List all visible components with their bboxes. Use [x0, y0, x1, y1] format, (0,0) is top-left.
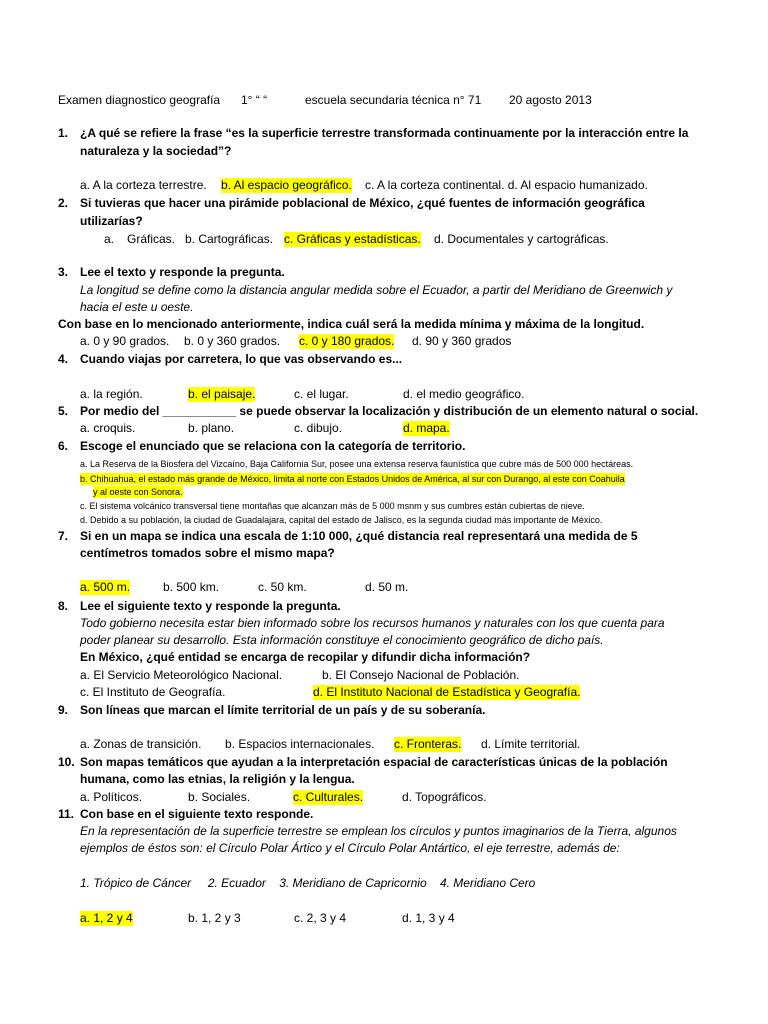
question-prompt: Con base en lo mencionado anteriormente, indica cuál será la medida mínima y máxima de la longitud. [58, 317, 645, 331]
option-a: a. A la corteza terrestre. [80, 178, 207, 192]
option-b: b. Sociales. [188, 790, 251, 804]
option-b-answer: b. Al espacio geográfico. [221, 178, 352, 192]
option-a: a. croquis. [80, 421, 136, 435]
question-text-cont: centímetros tomados sobre el mismo mapa? [80, 546, 335, 560]
option-b-answer: b. Chihuahua, el estado más grande de México, limita al norte con Estados Unidos de América, al sur con Durango, al este con Coahuila [80, 474, 625, 484]
option-b: b. Cartográficas. [185, 232, 274, 246]
question-text: Por medio del ___________ se puede observar la localización y distribución de un elemento natural o social. [80, 404, 699, 418]
option-a: a. El Servicio Meteorológico Nacional. [80, 668, 283, 682]
question-number: 3. [58, 265, 69, 279]
question-text-cont: utilizarías? [80, 214, 143, 228]
option-d-answer: d. El Instituto Nacional de Estadística y Geografía. [313, 685, 581, 699]
option-a: a. Políticos. [80, 790, 143, 804]
exam-date: 20 agosto 2013 [509, 93, 592, 107]
question-number: 9. [58, 703, 69, 717]
reading-text-cont: ejemplos de éstos son: el Círculo Polar Ártico y el Círculo Polar Antártico, el eje terrestre, además de: [80, 841, 620, 855]
option-d: d. Documentales y cartográficas. [434, 232, 609, 246]
option-a: a. La Reserva de la Biosfera del Vizcaíno, Baja California Sur, posee una extensa reserva faunística que cubre más de 500 000 hectáreas. [80, 459, 634, 469]
option-c-answer: c. 0 y 180 grados. [299, 334, 395, 348]
question-text-cont: humana, como las etnias, la religión y la lengua. [80, 772, 355, 786]
option-c-answer: c. Gráficas y estadísticas. [284, 232, 421, 246]
question-text: Son mapas temáticos que ayudan a la interpretación espacial de características únicas de la población [80, 755, 668, 769]
question-text: ¿A qué se refiere la frase “es la superficie terrestre transformada continuamente por la interacción entre la [80, 126, 689, 140]
option-a-answer: a. 1, 2 y 4 [80, 911, 133, 925]
option-b: b. plano. [188, 421, 235, 435]
option-c: c. El sistema volcánico transversal tiene montañas que alcanzan más de 5 000 msnm y sus cumbres están cubiertas de nieve. [80, 501, 585, 511]
option-b: b. Espacios internacionales. [225, 737, 375, 751]
option-c: c. el lugar. [294, 387, 349, 401]
option-d: d. 50 m. [365, 580, 409, 594]
option-c: c. 50 km. [258, 580, 307, 594]
question-number: 7. [58, 529, 69, 543]
option-a: a. la región. [80, 387, 143, 401]
option-b: b. El Consejo Nacional de Población. [322, 668, 520, 682]
option-a: a. 0 y 90 grados. [80, 334, 170, 348]
option-b: b. 0 y 360 grados. [184, 334, 281, 348]
option-b-answer-cont: y al oeste con Sonora. [93, 487, 183, 497]
exam-title: Examen diagnostico geografía [58, 93, 221, 107]
option-a: Gráficas. [127, 232, 176, 246]
option-d: d. 90 y 360 grados [412, 334, 512, 348]
school-name: escuela secundaria técnica n° 71 [305, 93, 482, 107]
question-text: Con base en el siguiente texto responde. [80, 807, 314, 821]
option-d: d. el medio geográfico. [403, 387, 525, 401]
option-d: d. Debido a su población, la ciudad de Guadalajara, capital del estado de Jalisco, es la segunda ciudad más importante de México. [80, 515, 603, 525]
question-number: 6. [58, 439, 69, 453]
option-a-answer: a. 500 m. [80, 580, 131, 594]
reading-list: 1. Trópico de Cáncer 2. Ecuador 3. Meridiano de Capricornio 4. Meridiano Cero [80, 876, 536, 890]
question-number: 8. [58, 599, 69, 613]
question-text-cont: naturaleza y la sociedad”? [80, 144, 232, 158]
option-d: d. Límite territorial. [481, 737, 581, 751]
option-a-letter: a. [104, 232, 115, 246]
question-number: 2. [58, 196, 69, 210]
question-number: 1. [58, 126, 69, 140]
option-c: c. 2, 3 y 4 [294, 911, 347, 925]
question-text: Si en un mapa se indica una escala de 1:10 000, ¿qué distancia real representará una medida de 5 [80, 529, 638, 543]
question-number: 4. [58, 352, 69, 366]
grade-label: 1° “ “ [241, 93, 268, 107]
question-text: Escoge el enunciado que se relaciona con la categoría de territorio. [80, 439, 466, 453]
option-b: b. 500 km. [163, 580, 220, 594]
reading-text-cont: hacia el este u oeste. [80, 300, 194, 314]
question-text: Cuando viajas por carretera, lo que vas observando es... [80, 352, 403, 366]
option-cd: c. A la corteza continental. d. Al espacio humanizado. [365, 178, 648, 192]
question-number: 10. [58, 755, 75, 769]
option-c: c. El Instituto de Geografía. [80, 685, 226, 699]
option-c-answer: c. Culturales. [293, 790, 364, 804]
question-text: Lee el siguiente texto y responde la pregunta. [80, 599, 341, 613]
option-b-answer: b. el paisaje. [188, 387, 256, 401]
reading-text: En la representación de la superficie terrestre se emplean los círculos y puntos imaginarios de la Tierra, algunos [80, 824, 677, 838]
reading-text: Todo gobierno necesita estar bien informado sobre los recursos humanos y naturales con los que cuenta para [80, 616, 665, 630]
option-d: d. 1, 3 y 4 [402, 911, 455, 925]
question-text: Lee el texto y responde la pregunta. [80, 265, 285, 279]
option-a: a. Zonas de transición. [80, 737, 202, 751]
option-d-answer: d. mapa. [403, 421, 450, 435]
question-text: Si tuvieras que hacer una pirámide poblacional de México, ¿qué fuentes de información geográfica [80, 196, 645, 210]
question-text: Son líneas que marcan el límite territorial de un país y de su soberanía. [80, 703, 486, 717]
question-prompt: En México, ¿qué entidad se encarga de recopilar y difundir dicha información? [80, 650, 531, 664]
question-number: 11. [58, 807, 75, 821]
question-number: 5. [58, 404, 69, 418]
reading-text: La longitud se define como la distancia angular medida sobre el Ecuador, a partir del Meridiano de Greenwich y [80, 283, 673, 297]
option-d: d. Topográficos. [402, 790, 487, 804]
option-b: b. 1, 2 y 3 [188, 911, 241, 925]
reading-text-cont: poder planear su desarrollo. Esta información constituye el conocimiento geográfico de dicho país. [80, 633, 604, 647]
option-c-answer: c. Fronteras. [394, 737, 462, 751]
option-c: c. dibujo. [294, 421, 343, 435]
